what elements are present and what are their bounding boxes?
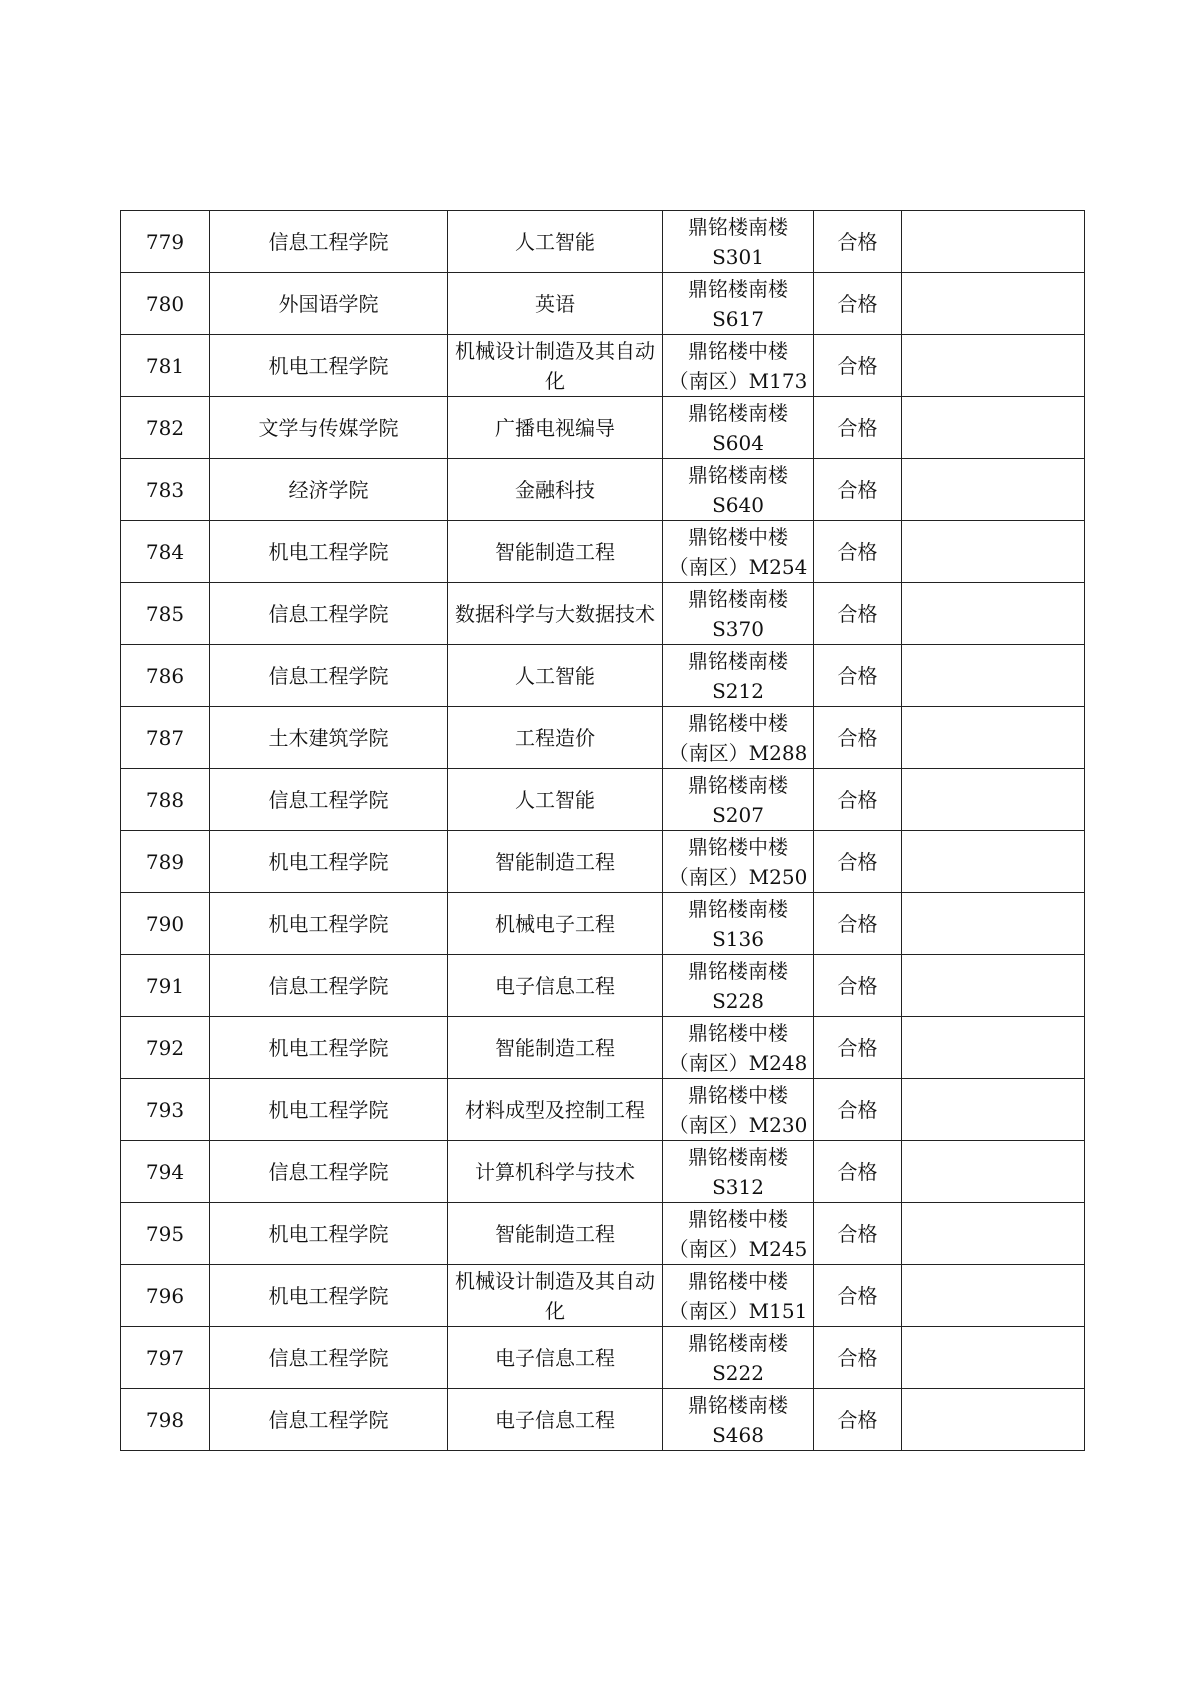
result-cell: 合格 (814, 1389, 902, 1451)
location-room: （南区）M151 (668, 1298, 808, 1323)
major-cell: 计算机科学与技术 (448, 1141, 663, 1203)
table-row (121, 955, 1085, 1017)
note-cell (902, 831, 1085, 893)
result-cell: 合格 (814, 459, 902, 521)
table-row (121, 645, 1085, 707)
row-number-cell: 784 (121, 521, 210, 583)
note-cell (902, 955, 1085, 1017)
college-cell: 信息工程学院 (210, 1389, 448, 1451)
location-room: S617 (712, 306, 764, 331)
table-row (121, 1265, 1085, 1327)
location-room: （南区）M250 (668, 864, 808, 889)
row-number-cell: 782 (121, 397, 210, 459)
row-number-cell: 779 (121, 211, 210, 273)
major-cell: 材料成型及控制工程 (448, 1079, 663, 1141)
row-number-cell: 791 (121, 955, 210, 1017)
major-cell: 机械电子工程 (448, 893, 663, 955)
location-cell (663, 707, 814, 769)
location-cell (663, 645, 814, 707)
row-number-cell: 796 (121, 1265, 210, 1327)
table-row (121, 211, 1085, 273)
location-room: S207 (712, 802, 764, 827)
row-number-cell: 781 (121, 335, 210, 397)
location-cell (663, 1327, 814, 1389)
location-cell (663, 1203, 814, 1265)
row-number-cell: 787 (121, 707, 210, 769)
location-building: 鼎铭楼中楼 (688, 1082, 788, 1107)
result-cell: 合格 (814, 1265, 902, 1327)
location-room: S212 (712, 678, 764, 703)
location-room: （南区）M254 (668, 554, 808, 579)
location-room: S228 (712, 988, 764, 1013)
major-cell: 人工智能 (448, 645, 663, 707)
college-cell: 外国语学院 (210, 273, 448, 335)
location-building: 鼎铭楼南楼 (688, 586, 788, 611)
location-cell (663, 583, 814, 645)
location-building: 鼎铭楼中楼 (688, 1020, 788, 1045)
result-cell: 合格 (814, 1203, 902, 1265)
location-cell (663, 1079, 814, 1141)
location-building: 鼎铭楼中楼 (688, 524, 788, 549)
note-cell (902, 1079, 1085, 1141)
table-row (121, 583, 1085, 645)
location-cell (663, 955, 814, 1017)
result-cell: 合格 (814, 893, 902, 955)
location-building: 鼎铭楼南楼 (688, 772, 788, 797)
table-row (121, 831, 1085, 893)
location-cell (663, 769, 814, 831)
note-cell (902, 459, 1085, 521)
result-cell: 合格 (814, 397, 902, 459)
location-building: 鼎铭楼南楼 (688, 276, 788, 301)
note-cell (902, 211, 1085, 273)
note-cell (902, 583, 1085, 645)
table-row (121, 1079, 1085, 1141)
row-number-cell: 785 (121, 583, 210, 645)
college-cell: 信息工程学院 (210, 211, 448, 273)
college-cell: 机电工程学院 (210, 521, 448, 583)
note-cell (902, 707, 1085, 769)
result-cell: 合格 (814, 1017, 902, 1079)
location-cell (663, 397, 814, 459)
major-cell: 机械设计制造及其自动化 (448, 1265, 663, 1327)
major-cell: 工程造价 (448, 707, 663, 769)
note-cell (902, 1389, 1085, 1451)
location-building: 鼎铭楼南楼 (688, 1144, 788, 1169)
result-cell: 合格 (814, 273, 902, 335)
row-number-cell: 797 (121, 1327, 210, 1389)
note-cell (902, 1141, 1085, 1203)
major-cell: 智能制造工程 (448, 1203, 663, 1265)
major-cell: 数据科学与大数据技术 (448, 583, 663, 645)
location-room: S222 (712, 1360, 764, 1385)
note-cell (902, 1203, 1085, 1265)
location-building: 鼎铭楼南楼 (688, 958, 788, 983)
note-cell (902, 769, 1085, 831)
major-cell: 电子信息工程 (448, 1389, 663, 1451)
college-cell: 机电工程学院 (210, 1017, 448, 1079)
location-room: （南区）M245 (668, 1236, 808, 1261)
location-room: S604 (712, 430, 764, 455)
location-room: S370 (712, 616, 764, 641)
location-building: 鼎铭楼中楼 (688, 1206, 788, 1231)
note-cell (902, 1265, 1085, 1327)
location-room: S640 (712, 492, 764, 517)
table-row (121, 1017, 1085, 1079)
college-cell: 信息工程学院 (210, 769, 448, 831)
location-building: 鼎铭楼南楼 (688, 1330, 788, 1355)
row-number-cell: 794 (121, 1141, 210, 1203)
location-room: （南区）M173 (668, 368, 808, 393)
college-cell: 信息工程学院 (210, 1141, 448, 1203)
major-cell: 电子信息工程 (448, 1327, 663, 1389)
location-cell (663, 273, 814, 335)
major-cell: 人工智能 (448, 211, 663, 273)
note-cell (902, 273, 1085, 335)
table-row (121, 893, 1085, 955)
major-cell: 金融科技 (448, 459, 663, 521)
major-cell: 机械设计制造及其自动化 (448, 335, 663, 397)
row-number-cell: 793 (121, 1079, 210, 1141)
location-cell (663, 1389, 814, 1451)
location-room: S468 (712, 1422, 764, 1447)
college-cell: 机电工程学院 (210, 1265, 448, 1327)
location-cell (663, 831, 814, 893)
results-table-body (121, 211, 1085, 1451)
note-cell (902, 397, 1085, 459)
row-number-cell: 790 (121, 893, 210, 955)
note-cell (902, 893, 1085, 955)
result-cell: 合格 (814, 335, 902, 397)
result-cell: 合格 (814, 831, 902, 893)
college-cell: 信息工程学院 (210, 583, 448, 645)
major-cell: 智能制造工程 (448, 521, 663, 583)
row-number-cell: 783 (121, 459, 210, 521)
college-cell: 信息工程学院 (210, 1327, 448, 1389)
location-building: 鼎铭楼中楼 (688, 338, 788, 363)
location-room: S301 (712, 244, 764, 269)
major-cell: 电子信息工程 (448, 955, 663, 1017)
location-cell (663, 893, 814, 955)
location-room: S312 (712, 1174, 764, 1199)
result-cell: 合格 (814, 1079, 902, 1141)
location-cell (663, 211, 814, 273)
location-building: 鼎铭楼中楼 (688, 834, 788, 859)
location-building: 鼎铭楼南楼 (688, 1392, 788, 1417)
location-cell (663, 1265, 814, 1327)
college-cell: 机电工程学院 (210, 335, 448, 397)
college-cell: 文学与传媒学院 (210, 397, 448, 459)
college-cell: 经济学院 (210, 459, 448, 521)
location-building: 鼎铭楼南楼 (688, 462, 788, 487)
location-building: 鼎铭楼南楼 (688, 400, 788, 425)
result-cell: 合格 (814, 769, 902, 831)
results-table (120, 210, 1085, 1451)
table-row (121, 707, 1085, 769)
major-cell: 英语 (448, 273, 663, 335)
note-cell (902, 1327, 1085, 1389)
location-room: （南区）M248 (668, 1050, 808, 1075)
location-building: 鼎铭楼南楼 (688, 896, 788, 921)
college-cell: 机电工程学院 (210, 831, 448, 893)
college-cell: 土木建筑学院 (210, 707, 448, 769)
row-number-cell: 788 (121, 769, 210, 831)
table-row (121, 273, 1085, 335)
note-cell (902, 1017, 1085, 1079)
result-cell: 合格 (814, 583, 902, 645)
location-cell (663, 1141, 814, 1203)
location-room: S136 (712, 926, 764, 951)
note-cell (902, 521, 1085, 583)
row-number-cell: 780 (121, 273, 210, 335)
note-cell (902, 335, 1085, 397)
location-room: （南区）M230 (668, 1112, 808, 1137)
table-row (121, 459, 1085, 521)
college-cell: 信息工程学院 (210, 955, 448, 1017)
row-number-cell: 789 (121, 831, 210, 893)
college-cell: 机电工程学院 (210, 1203, 448, 1265)
note-cell (902, 645, 1085, 707)
location-cell (663, 1017, 814, 1079)
result-cell: 合格 (814, 521, 902, 583)
result-cell: 合格 (814, 211, 902, 273)
table-row (121, 1389, 1085, 1451)
table-row (121, 397, 1085, 459)
location-cell (663, 459, 814, 521)
result-cell: 合格 (814, 707, 902, 769)
location-building: 鼎铭楼南楼 (688, 648, 788, 673)
row-number-cell: 798 (121, 1389, 210, 1451)
major-cell: 人工智能 (448, 769, 663, 831)
result-cell: 合格 (814, 1141, 902, 1203)
location-cell (663, 521, 814, 583)
major-cell: 智能制造工程 (448, 831, 663, 893)
row-number-cell: 792 (121, 1017, 210, 1079)
location-building: 鼎铭楼中楼 (688, 710, 788, 735)
table-row (121, 1141, 1085, 1203)
location-cell (663, 335, 814, 397)
result-cell: 合格 (814, 1327, 902, 1389)
table-row (121, 1203, 1085, 1265)
table-row (121, 335, 1085, 397)
college-cell: 机电工程学院 (210, 893, 448, 955)
result-cell: 合格 (814, 955, 902, 1017)
table-row (121, 769, 1085, 831)
result-cell: 合格 (814, 645, 902, 707)
major-cell: 智能制造工程 (448, 1017, 663, 1079)
location-room: （南区）M288 (668, 740, 808, 765)
major-cell: 广播电视编导 (448, 397, 663, 459)
row-number-cell: 786 (121, 645, 210, 707)
location-building: 鼎铭楼南楼 (688, 214, 788, 239)
row-number-cell: 795 (121, 1203, 210, 1265)
college-cell: 机电工程学院 (210, 1079, 448, 1141)
table-row (121, 521, 1085, 583)
table-row (121, 1327, 1085, 1389)
location-building: 鼎铭楼中楼 (688, 1268, 788, 1293)
college-cell: 信息工程学院 (210, 645, 448, 707)
